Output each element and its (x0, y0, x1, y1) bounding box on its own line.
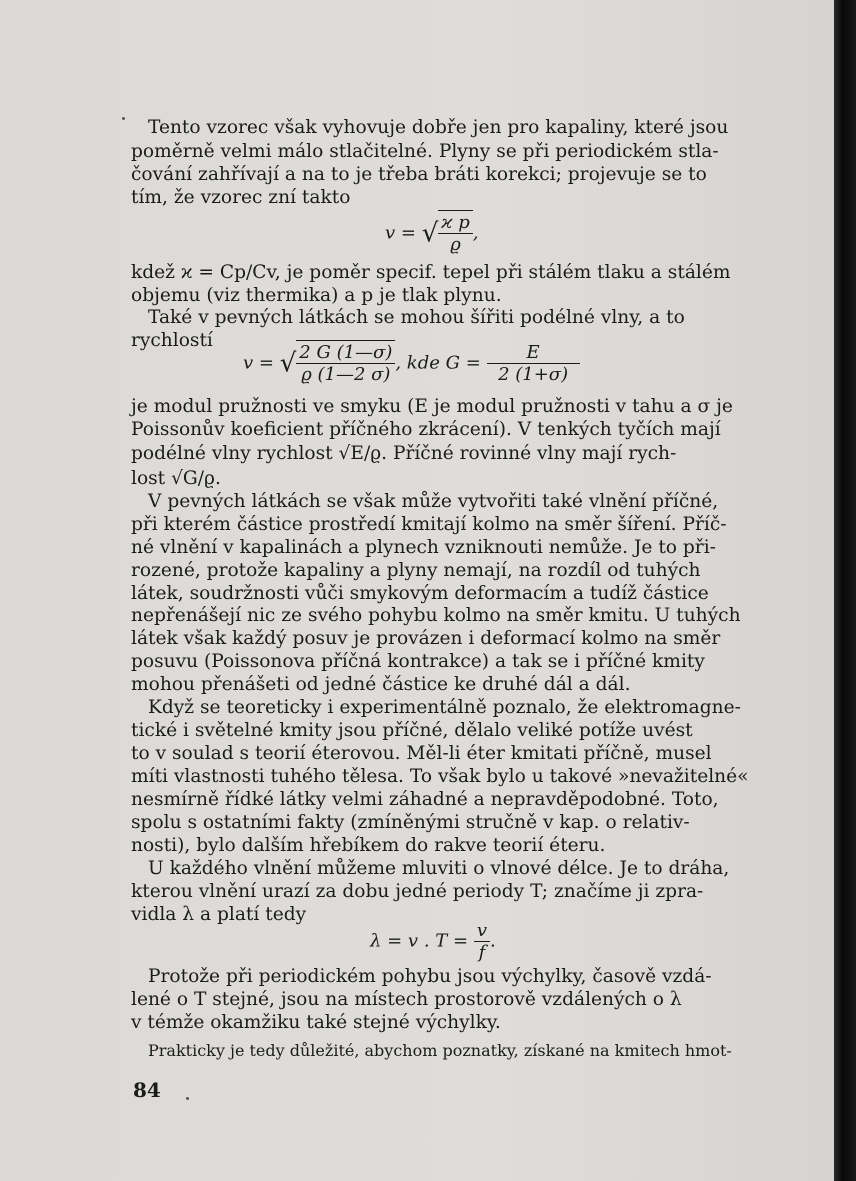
text-line: rychlostí (131, 330, 213, 351)
text-line: posuvu (Poissonova příčná kontrakce) a tak se i příčné kmity (131, 651, 705, 672)
text-line: podélné vlny rychlost √E/ϱ. Příčné rovinné vlny mají rych- (131, 443, 677, 464)
text-line: míti vlastnosti tuhého tělesa. To však bylo u takové »nevažitelné« (131, 766, 749, 787)
text-line: při kterém částice prostředí kmitají kolmo na směr šíření. Příč- (131, 514, 727, 535)
text-line: látek však každý posuv je provázen i deformací kolmo na směr (131, 628, 721, 649)
text-line: čování zahřívají a na to je třeba bráti korekci; projevuje se to (131, 164, 707, 185)
text-line: V pevných látkách se však může vytvořiti také vlnění příčné, (148, 491, 719, 512)
text-line: spolu s ostatními fakty (zmíněnými stručně v kap. o relativ- (131, 812, 690, 833)
formula-velocity-gas: v = √ $\frac{\text{ϰ p}}{ϱ}$ , (385, 212, 479, 255)
text-line: kdež ϰ = Cp/Cv, je poměr specif. tepel při stálém tlaku a stálém (131, 262, 731, 283)
text-line: v témže okamžiku také stejné výchylky. (131, 1012, 501, 1033)
text-line: vidla λ a platí tedy (131, 904, 307, 925)
text-line: nepřenášejí nic ze svého pohybu kolmo na směr kmitu. U tuhých (131, 605, 741, 626)
page-number: 84 (133, 1078, 161, 1102)
paper-speck (122, 117, 125, 120)
text-line: tím, že vzorec zní takto (131, 187, 351, 208)
text-line: U každého vlnění můžeme mluviti o vlnové délce. Je to dráha, (148, 858, 730, 879)
text-line: lené o T stejné, jsou na místech prostorově vzdálených o λ (131, 989, 682, 1010)
text-line: rozené, protože kapaliny a plyny nemají, na rozdíl od tuhých (131, 560, 701, 581)
text-line: Protože při periodickém pohybu jsou výchylky, časově vzdá- (148, 966, 712, 987)
paper-speck (186, 1097, 189, 1100)
text-line: Když se teoreticky i experimentálně poznalo, že elektromagne- (148, 697, 741, 718)
text-line: nosti), bylo dalším hřebíkem do rakve teorií éteru. (131, 835, 606, 856)
text-line: lost √G/ϱ. (131, 468, 221, 489)
text-line: látek, soudržnosti vůči smykovým deformacím a tudíž částice (131, 583, 709, 604)
text-line: Poissonův koeficient příčného zkrácení). V tenkých tyčích mají (131, 419, 721, 440)
text-line: Také v pevných látkách se mohou šířiti podélné vlny, a to (148, 307, 685, 328)
text-line: tické i světelné kmity jsou příčné, dělalo veliké potíže uvést (131, 720, 693, 741)
text-line: Tento vzorec však vyhovuje dobře jen pro kapaliny, které jsou (148, 117, 729, 138)
text-line: mohou přenášeti od jedné částice ke druhé dál a dál. (131, 674, 631, 695)
text-line: objemu (viz thermika) a p je tlak plynu. (131, 285, 502, 306)
text-line: je modul pružnosti ve smyku (E je modul pružnosti v tahu a σ je (131, 396, 733, 417)
text-line: nesmírně řídké látky velmi záhadné a nepravděpodobné. Toto, (131, 789, 719, 810)
text-line: né vlnění v kapalinách a plynech vzniknouti nemůže. Je to při- (131, 537, 716, 558)
text-line: to v soulad s teorií éterovou. Měl-li éter kmitati příčně, musel (131, 743, 712, 764)
text-line: poměrně velmi málo stlačitelné. Plyny se při periodickém stla- (131, 141, 719, 162)
text-line: Prakticky je tedy důležité, abychom poznatky, získané na kmitech hmot- (148, 1041, 732, 1060)
text-line: kterou vlnění urazí za dobu jedné periody T; značíme ji zpra- (131, 881, 704, 902)
formula-wavelength: λ = v . T = $\frac{v}{f}$ . (370, 920, 496, 963)
book-spine (834, 0, 856, 1181)
formula-velocity-solid: v = √ $\frac{2 G (1—\sigma)}{ϱ (1—2 \sigma)}$ , kde G = $\frac{E}{2 (1+\sigma)}$ (243, 340, 580, 385)
